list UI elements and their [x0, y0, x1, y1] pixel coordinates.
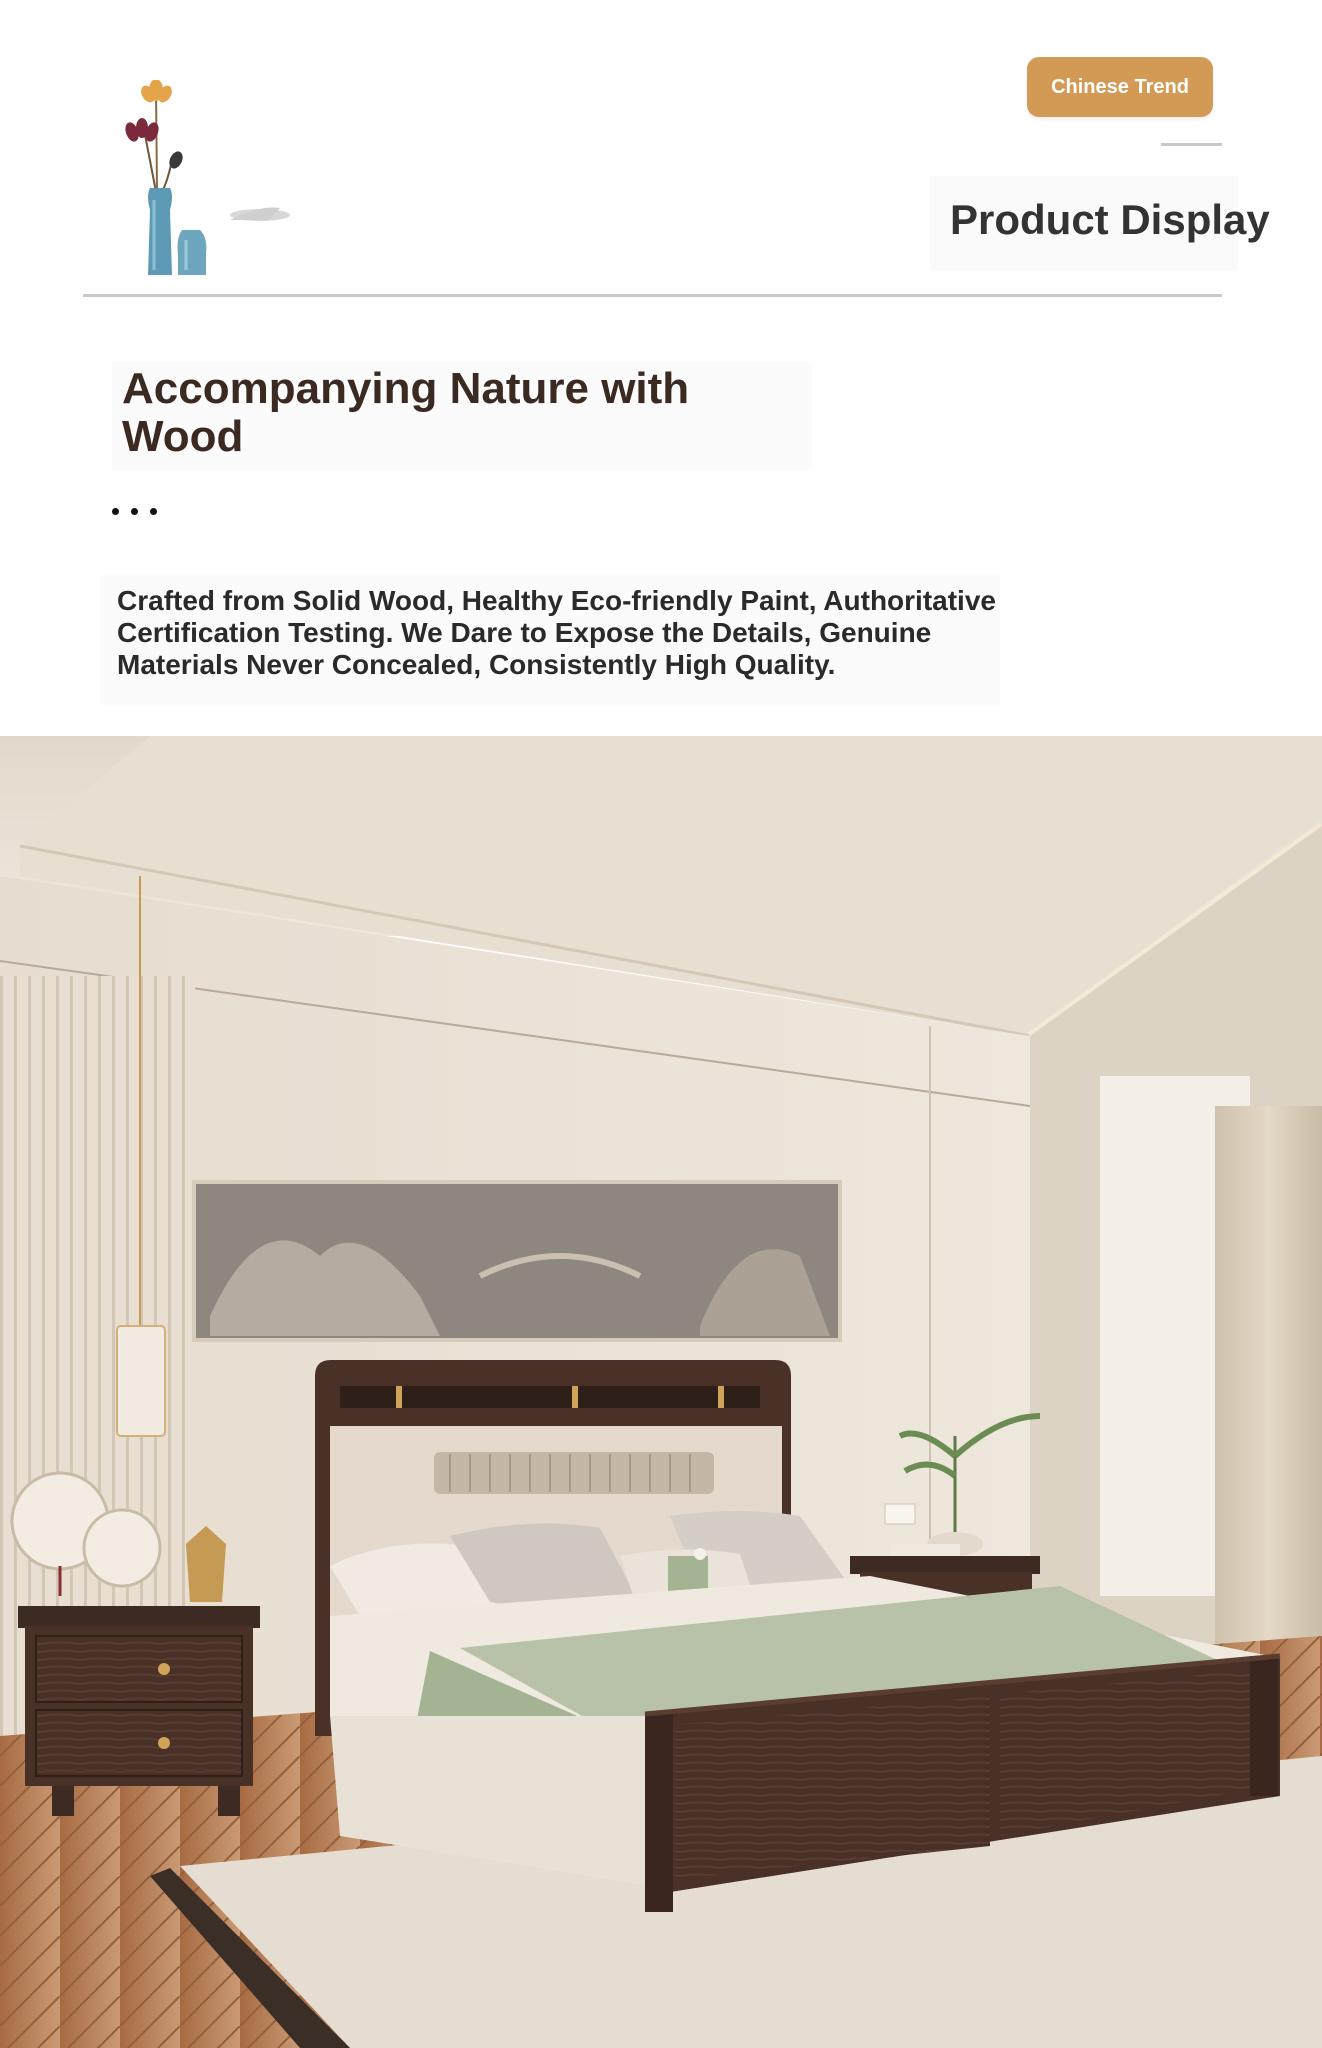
ellipsis-dots [110, 500, 164, 524]
headline: Accompanying Nature with Wood [122, 364, 690, 461]
header-divider [83, 294, 1222, 297]
section-title: Product Display [950, 196, 1270, 243]
product-photo [0, 736, 1322, 2048]
product-description: Crafted from Solid Wood, Healthy Eco-friendly Paint, Authoritative Certification Testing. We Dare to Expose the Details, Genuine Materials Never Concealed, Consistently High Quality. [117, 585, 996, 680]
category-badge: Chinese Trend [1027, 57, 1213, 117]
vase-with-flowers-icon [110, 80, 290, 280]
short-divider [1161, 143, 1222, 146]
